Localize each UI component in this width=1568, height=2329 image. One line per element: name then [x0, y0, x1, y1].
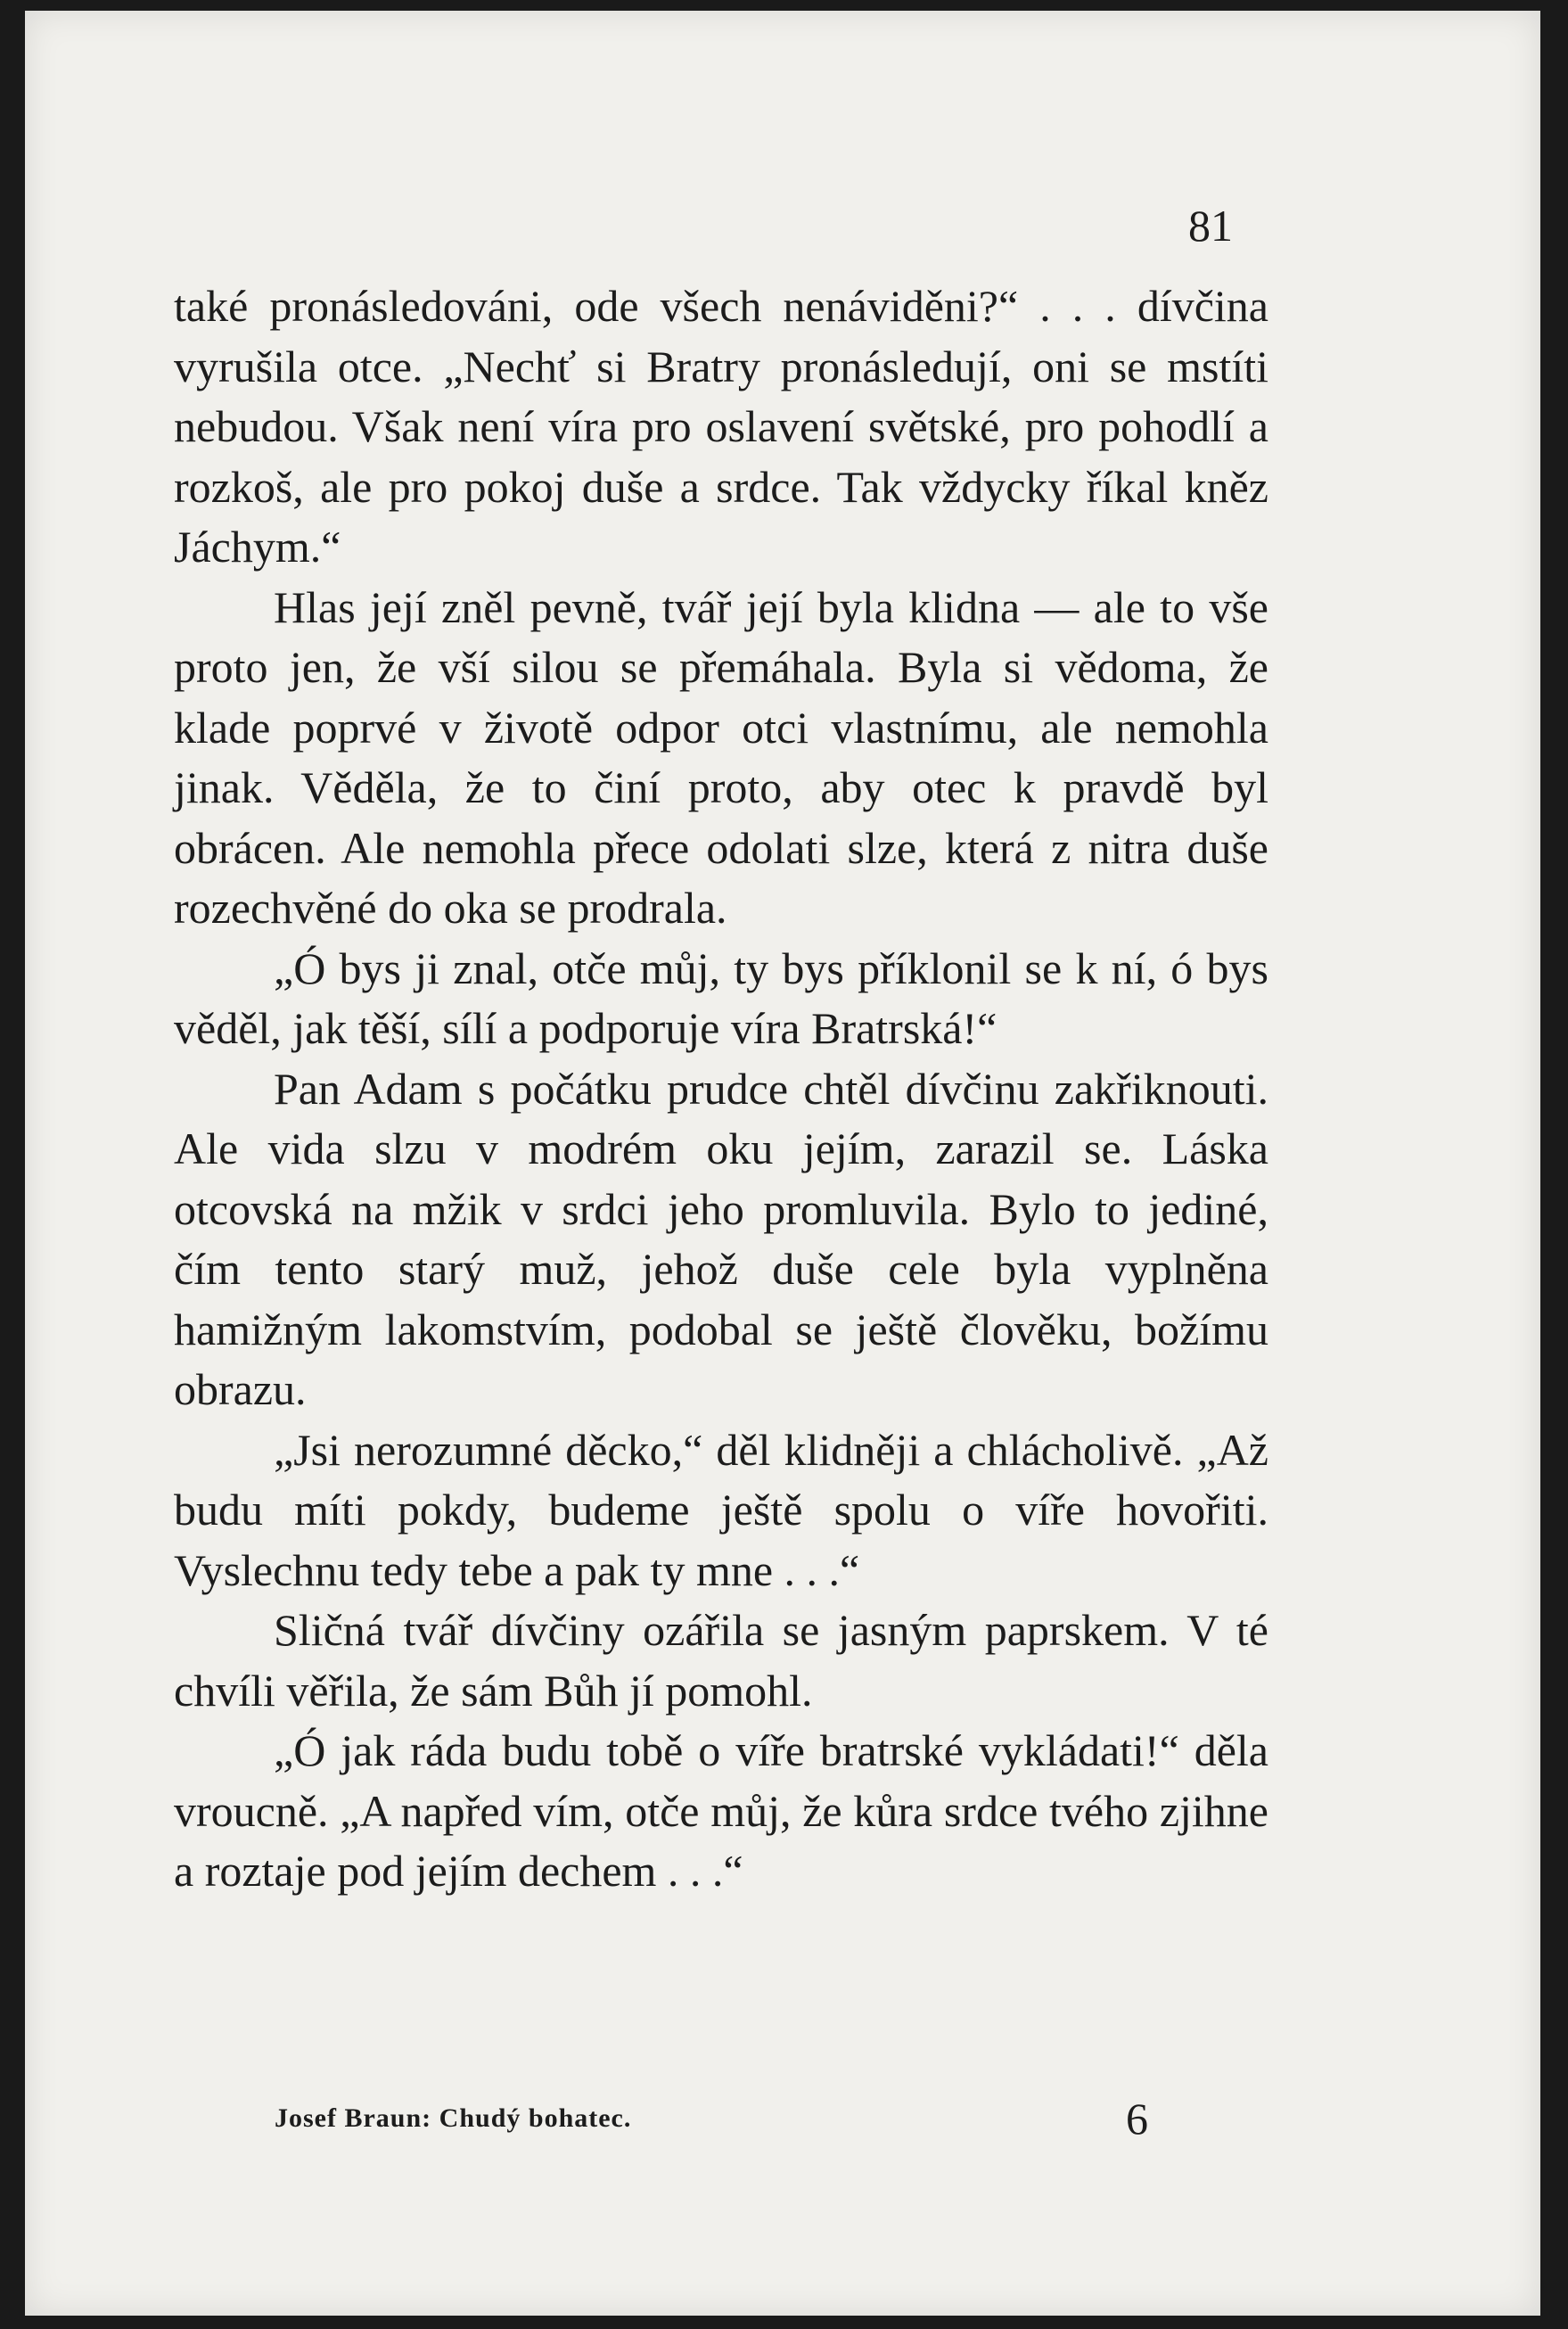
- page-number: 81: [1188, 201, 1233, 251]
- paragraph: „Ó bys ji znal, otče můj, ty bys příklonil se k ní, ó bys věděl, jak těší, sílí a podporuje víra Bratrská!“: [174, 942, 1268, 1053]
- paragraph: také pronásledováni, ode všech nenáviděni?“ . . . dívčina vyrušila otce. „Nechť si Bratry pronásledují, oni se mstíti nebudou. Však není víra pro oslavení světské, pro pohodlí a rozkoš, ale pro pokoj duše a srdce. Tak vždycky říkal kněz Jáchym.“: [174, 281, 1268, 572]
- paragraph: Pan Adam s počátku prudce chtěl dívčinu zakřiknouti. Ale vida slzu v modrém oku jejím, zarazil se. Láska otcovská na mžik v srdci jeho promluvila. Bylo to jediné, čím tento starý muž, jehož duše cele byla vyplněna hamižným lakomstvím, podobal se ještě člověku, božímu obrazu.: [174, 1063, 1268, 1414]
- paragraph: „Ó jak ráda budu tobě o víře bratrské vykládati!“ děla vroucně. „A napřed vím, otče můj, že kůra srdce tvého zjihne a roztaje pod jejím dechem . . .“: [174, 1725, 1268, 1896]
- paragraph: Sličná tvář dívčiny ozářila se jasným paprskem. V té chvíli věřila, že sám Bůh jí pomohl.: [174, 1605, 1268, 1716]
- paragraph: Hlas její zněl pevně, tvář její byla klidna — ale to vše proto jen, že vší silou se přemáhala. Byla si vědoma, že klade poprvé v životě odpor otci vlastnímu, ale nemohla jinak. Věděla, že to činí proto, aby otec k pravdě byl obrácen. Ale nemohla přece odolati slze, která z nitra duše rozechvěné do oka se prodrala.: [174, 581, 1268, 933]
- page-footer: [248, 2093, 1184, 2146]
- body-text: [174, 276, 1268, 1902]
- signature-mark: Josef Braun: Chudý bohatec.: [275, 2103, 632, 2133]
- paragraph: „Jsi nerozumné děcko,“ děl klidněji a chlácholivě. „Až budu míti pokdy, budeme ještě spolu o víře hovořiti. Vyslechnu tedy tebe a pak ty mne . . .“: [174, 1424, 1268, 1595]
- book-page: [25, 11, 1540, 2316]
- sheet-number: 6: [1126, 2094, 1148, 2144]
